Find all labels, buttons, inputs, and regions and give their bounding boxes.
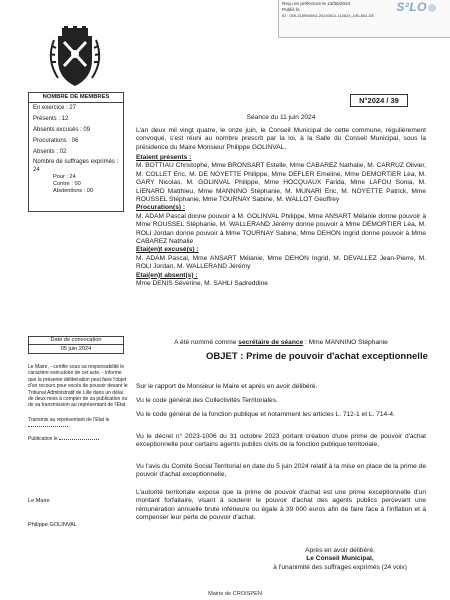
session-date: Séance du 11 juin 2024 xyxy=(246,114,316,121)
para-decret: Vu le décret n° 2023-1006 du 31 octobre 2023 portant création d'une prime de pouvoir d'achat exceptionnelle pour certains agents publics civils de la fonction publique territoriale, xyxy=(136,433,426,449)
objet-title: OBJET : Prime de pouvoir d'achat exceptionnelle xyxy=(206,351,428,362)
signoff-council: Le Conseil Municipal, xyxy=(306,555,374,563)
s2lo-logo: S²LO xyxy=(396,4,436,12)
members-title: NOMBRE DE MEMBRES xyxy=(29,93,123,103)
receipt-line: ID : 059-215906004-20240611-110624_DEL802-DE xyxy=(282,13,375,18)
prefecture-receipt-stamp xyxy=(278,0,450,38)
convocation-label: Date de convocation xyxy=(29,337,123,345)
secretary-prefix: A été nommé comme xyxy=(174,339,239,346)
secretary-label: secrétaire de séance xyxy=(238,339,304,346)
members-row: Absents : 02 xyxy=(33,149,67,155)
members-row: En exercice : 27 xyxy=(33,105,77,111)
procurations-list: M. ADAM Pascal donne pouvoir à M. GOLINVAL Philippe, Mme ANSART Mélanie donne pouvoir à Mme ROUSSEL Stéphanie, M. WALLERAND Jérémy donne pouvoir à Mme DEMORTIER Léa, M. ROLI Jordan donne pouvoir à Mme TOURNAY Sabine, Mme DEHON Ingrid donne pouvoir à Mme CABAREZ Nathalie xyxy=(136,212,426,246)
para-expose: L'autorité territoriale expose que la prime de pouvoir d'achat est une prime exceptionnelle d'un montant forfaitaire, visant à soutenir le pouvoir d'achat des agents publics percevant une rémunération annuelle brute inférieure ou égale à 39 000 euros afin de faire face à l'inflation et à compenser leur perte de pouvoir d'achat. xyxy=(136,489,426,522)
absents-label: Etai(en)t absent(s) : xyxy=(136,271,198,279)
receipt-line: Reçu en préfecture le 13/06/2024 xyxy=(282,1,351,6)
presents-label: Etaient présents : xyxy=(136,154,192,161)
legal-notice: Le Maire, - certifie sous sa responsabilité le caractère exécutoire de cet acte, - informe que la présente délibération peut faire l'objet d'un recours pour excès de pouvoir devant le Tribunal Administratif de Lille dans un délai de deux mois à compter de sa publication ou de sa transmission au représentant de l'Etat. xyxy=(28,364,128,409)
signoff-line: Après en avoir délibéré, xyxy=(305,547,375,554)
votes-against: Contre : 00 xyxy=(53,181,81,187)
transmission-line xyxy=(28,417,128,430)
coat-of-arms-icon xyxy=(44,26,106,92)
excuses-label: Etai(en)t excusé(s) : xyxy=(136,246,199,254)
presents-list: M. BOTTIAU Christophe, Mme BRONSART Estelle, Mme CABAREZ Nathalie, M. CARRUZ Olivier, M. COLLET Eric, M. DE NOYETTE Philippe, Mme DEFLER Emeline, Mme DEMORTIER Léa, M. GARY Nicolas, M. GOLINVAL Philippe, Mme HOCQUAUX Farida, Mme LAFOU Sonia, M. LIENARD Matthieu, Mme MANNINO Stéphanie, M. MUNARI Eric, M. NOYETTE Patrick, Mme ROUSSEL Stéphanie, Mme TOURNAY Sabine, M. WALLOT Geoffrey xyxy=(136,162,426,204)
members-row: Absents excusés : 09 xyxy=(33,127,91,133)
para-avis-cst: Vu l'avis du Comité Social Territorial en date du 5 juin 2024 relatif à la mise en place de la prime de pouvoir d'achat exceptionnelle, xyxy=(136,463,426,479)
deliberation-signoff xyxy=(240,547,440,572)
intro-paragraph: L'an deux mil vingt quatre, le onze juin, le Conseil Municipal de cette commune, régulièrement convoqué, s'est réuni au nombre prescrit par la loi, à la Salle du Conseil Municipal, sous la présidence du Maire Monsieur Philippe GOLINVAL. xyxy=(136,127,426,151)
members-row: Procurations : 06 xyxy=(33,138,79,144)
para-rapport: Sur le rapport de Monsieur le Maire et après en avoir délibéré. xyxy=(136,383,318,390)
votes-abstentions: Abstentions : 00 xyxy=(53,188,94,194)
transmission-label: Transmis au représentant de l'Etat le xyxy=(28,416,110,423)
votes-label: Nombre de suffrages exprimés : 24 xyxy=(33,159,119,173)
sidebar-mayor-name: Philippe GOLINVAL xyxy=(28,522,78,528)
signoff-vote: à l'unanimité des suffrages exprimés (24 voix) xyxy=(273,563,407,571)
members-box xyxy=(28,92,124,212)
deliberation-number: N°2024 / 39 xyxy=(350,94,408,107)
procurations-label: Procuration(s) : xyxy=(136,204,186,212)
members-row: Présents : 12 xyxy=(33,116,69,122)
para-cgfp: Vu le code général de la fonction publique et notamment les articles L. 712-1 et L. 714-4. xyxy=(136,411,395,418)
excuses-list: M. ADAM Pascal, Mme ANSART Mélanie, Mme DEHON Ingrid, M. DEVALLEZ Jean-Pierre, M. ROLI Jordan, M. WALLERAND Jérémy xyxy=(136,254,426,271)
votes-for: Pour : 24 xyxy=(53,174,76,180)
page-footer: Mairie de CROISPEN xyxy=(208,591,262,597)
absents-list: Mme DENIS Séverine, M. SAHLI Sadreddine xyxy=(136,280,268,288)
para-cgct: Vu le code général des Collectivités Territoriales. xyxy=(136,397,278,404)
convocation-box xyxy=(28,336,124,354)
secretary-line xyxy=(136,339,426,347)
secretary-name: : Mme MANNINO Stéphanie xyxy=(303,339,388,346)
presents-section xyxy=(136,154,426,289)
sidebar-legal-text xyxy=(28,364,128,442)
publication-line xyxy=(28,436,128,442)
sidebar-maire: Le Maire xyxy=(28,498,50,504)
publication-label: Publication le xyxy=(28,435,58,442)
receipt-line: Publié le xyxy=(282,7,300,12)
convocation-date: 05 juin 2024 xyxy=(60,346,92,352)
